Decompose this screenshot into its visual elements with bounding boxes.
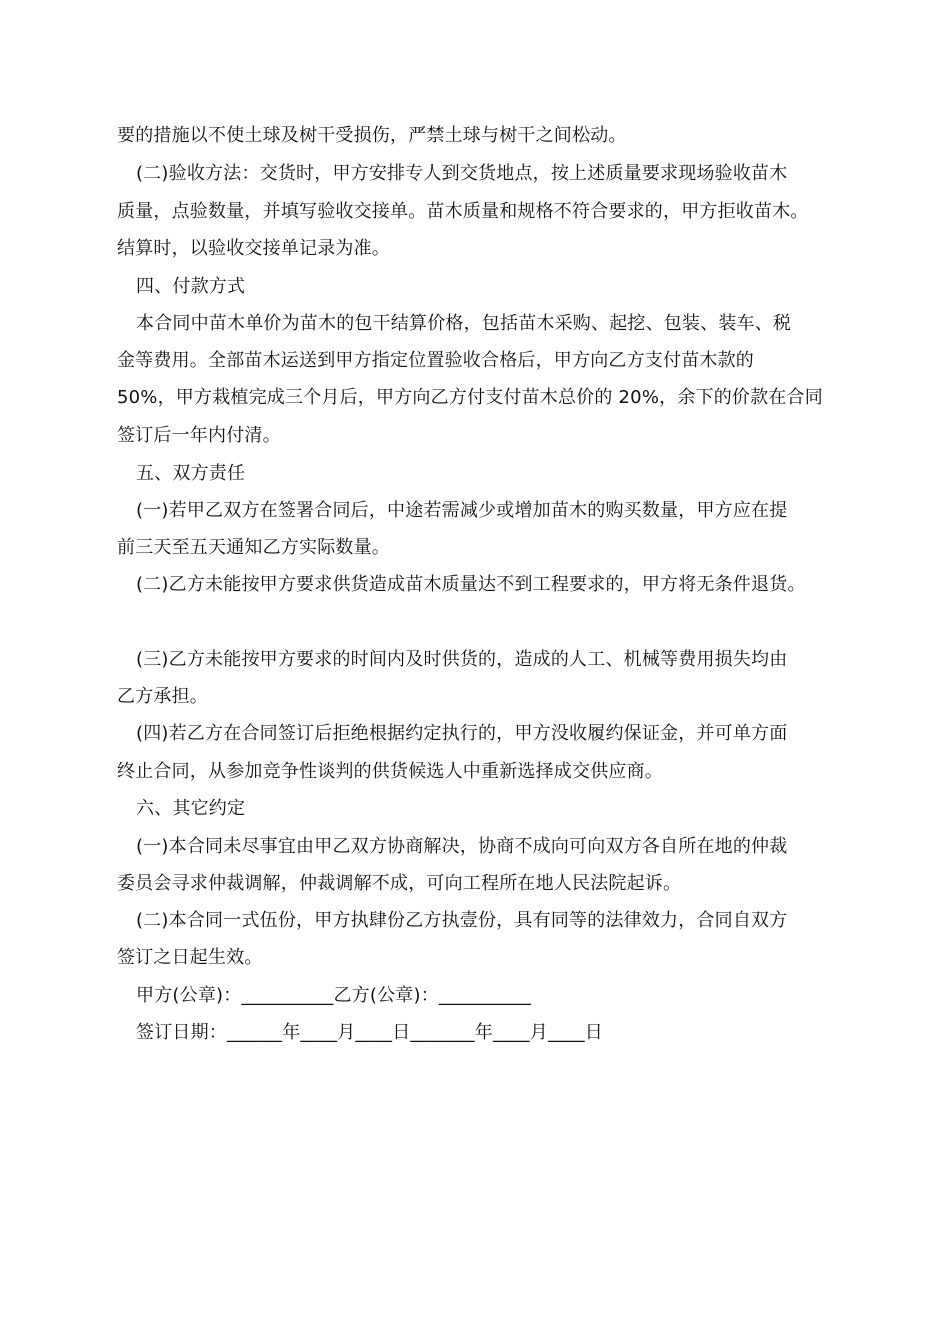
paragraph-line: 委员会寻求仲裁调解，仲裁调解不成，可向工程所在地人民法院起诉。	[117, 873, 682, 894]
paragraph-line: 乙方承担。	[117, 686, 208, 707]
signature-line: 甲方(公章)：__________乙方(公章)：__________	[136, 985, 531, 1006]
signing-date-line: 签订日期：______年____月____日_______年____月____日	[136, 1022, 603, 1043]
section-heading: 四、付款方式	[136, 276, 246, 297]
paragraph-line: 前三天至五天通知乙方实际数量。	[117, 537, 390, 558]
paragraph-line: 50%，甲方栽植完成三个月后，甲方向乙方付支付苗木总价的 20%，余下的价款在合同	[117, 387, 823, 408]
paragraph-line: (二)验收方法：交货时，甲方安排专人到交货地点，按上述质量要求现场验收苗木	[136, 163, 788, 184]
paragraph-line: (二)乙方未能按甲方要求供货造成苗木质量达不到工程要求的，甲方将无条件退货。	[136, 574, 806, 595]
paragraph-line: (二)本合同一式伍份，甲方执肆份乙方执壹份，具有同等的法律效力，合同自双方	[136, 910, 788, 931]
paragraph-line: 金等费用。全部苗木运送到甲方指定位置验收合格后，甲方向乙方支付苗木款的	[117, 350, 754, 371]
paragraph-line: (一)本合同未尽事宜由甲乙双方协商解决，协商不成向可向双方各自所在地的仲裁	[136, 836, 788, 857]
paragraph-line: 要的措施以不使土球及树干受损伤，严禁土球与树干之间松动。	[117, 125, 627, 146]
paragraph-line: 质量，点验数量，并填写验收交接单。苗木质量和规格不符合要求的，甲方拒收苗木。	[117, 201, 809, 222]
paragraph-line: 结算时，以验收交接单记录为准。	[117, 238, 390, 259]
paragraph-line: 签订之日起生效。	[117, 947, 263, 968]
paragraph-line: (一)若甲乙双方在签署合同后，中途若需减少或增加苗木的购买数量，甲方应在提	[136, 500, 788, 521]
paragraph-line: (四)若乙方在合同签订后拒绝根据约定执行的，甲方没收履约保证金，并可单方面	[136, 723, 788, 744]
section-heading: 六、其它约定	[136, 798, 246, 819]
paragraph-line: 签订后一年内付清。	[117, 425, 281, 446]
paragraph-line: 终止合同，从参加竞争性谈判的供货候选人中重新选择成交供应商。	[117, 761, 663, 782]
section-heading: 五、双方责任	[136, 463, 246, 484]
paragraph-line: 本合同中苗木单价为苗木的包干结算价格，包括苗木采购、起挖、包装、装车、税	[136, 313, 792, 334]
paragraph-line: (三)乙方未能按甲方要求的时间内及时供货的，造成的人工、机械等费用损失均由	[136, 649, 788, 670]
